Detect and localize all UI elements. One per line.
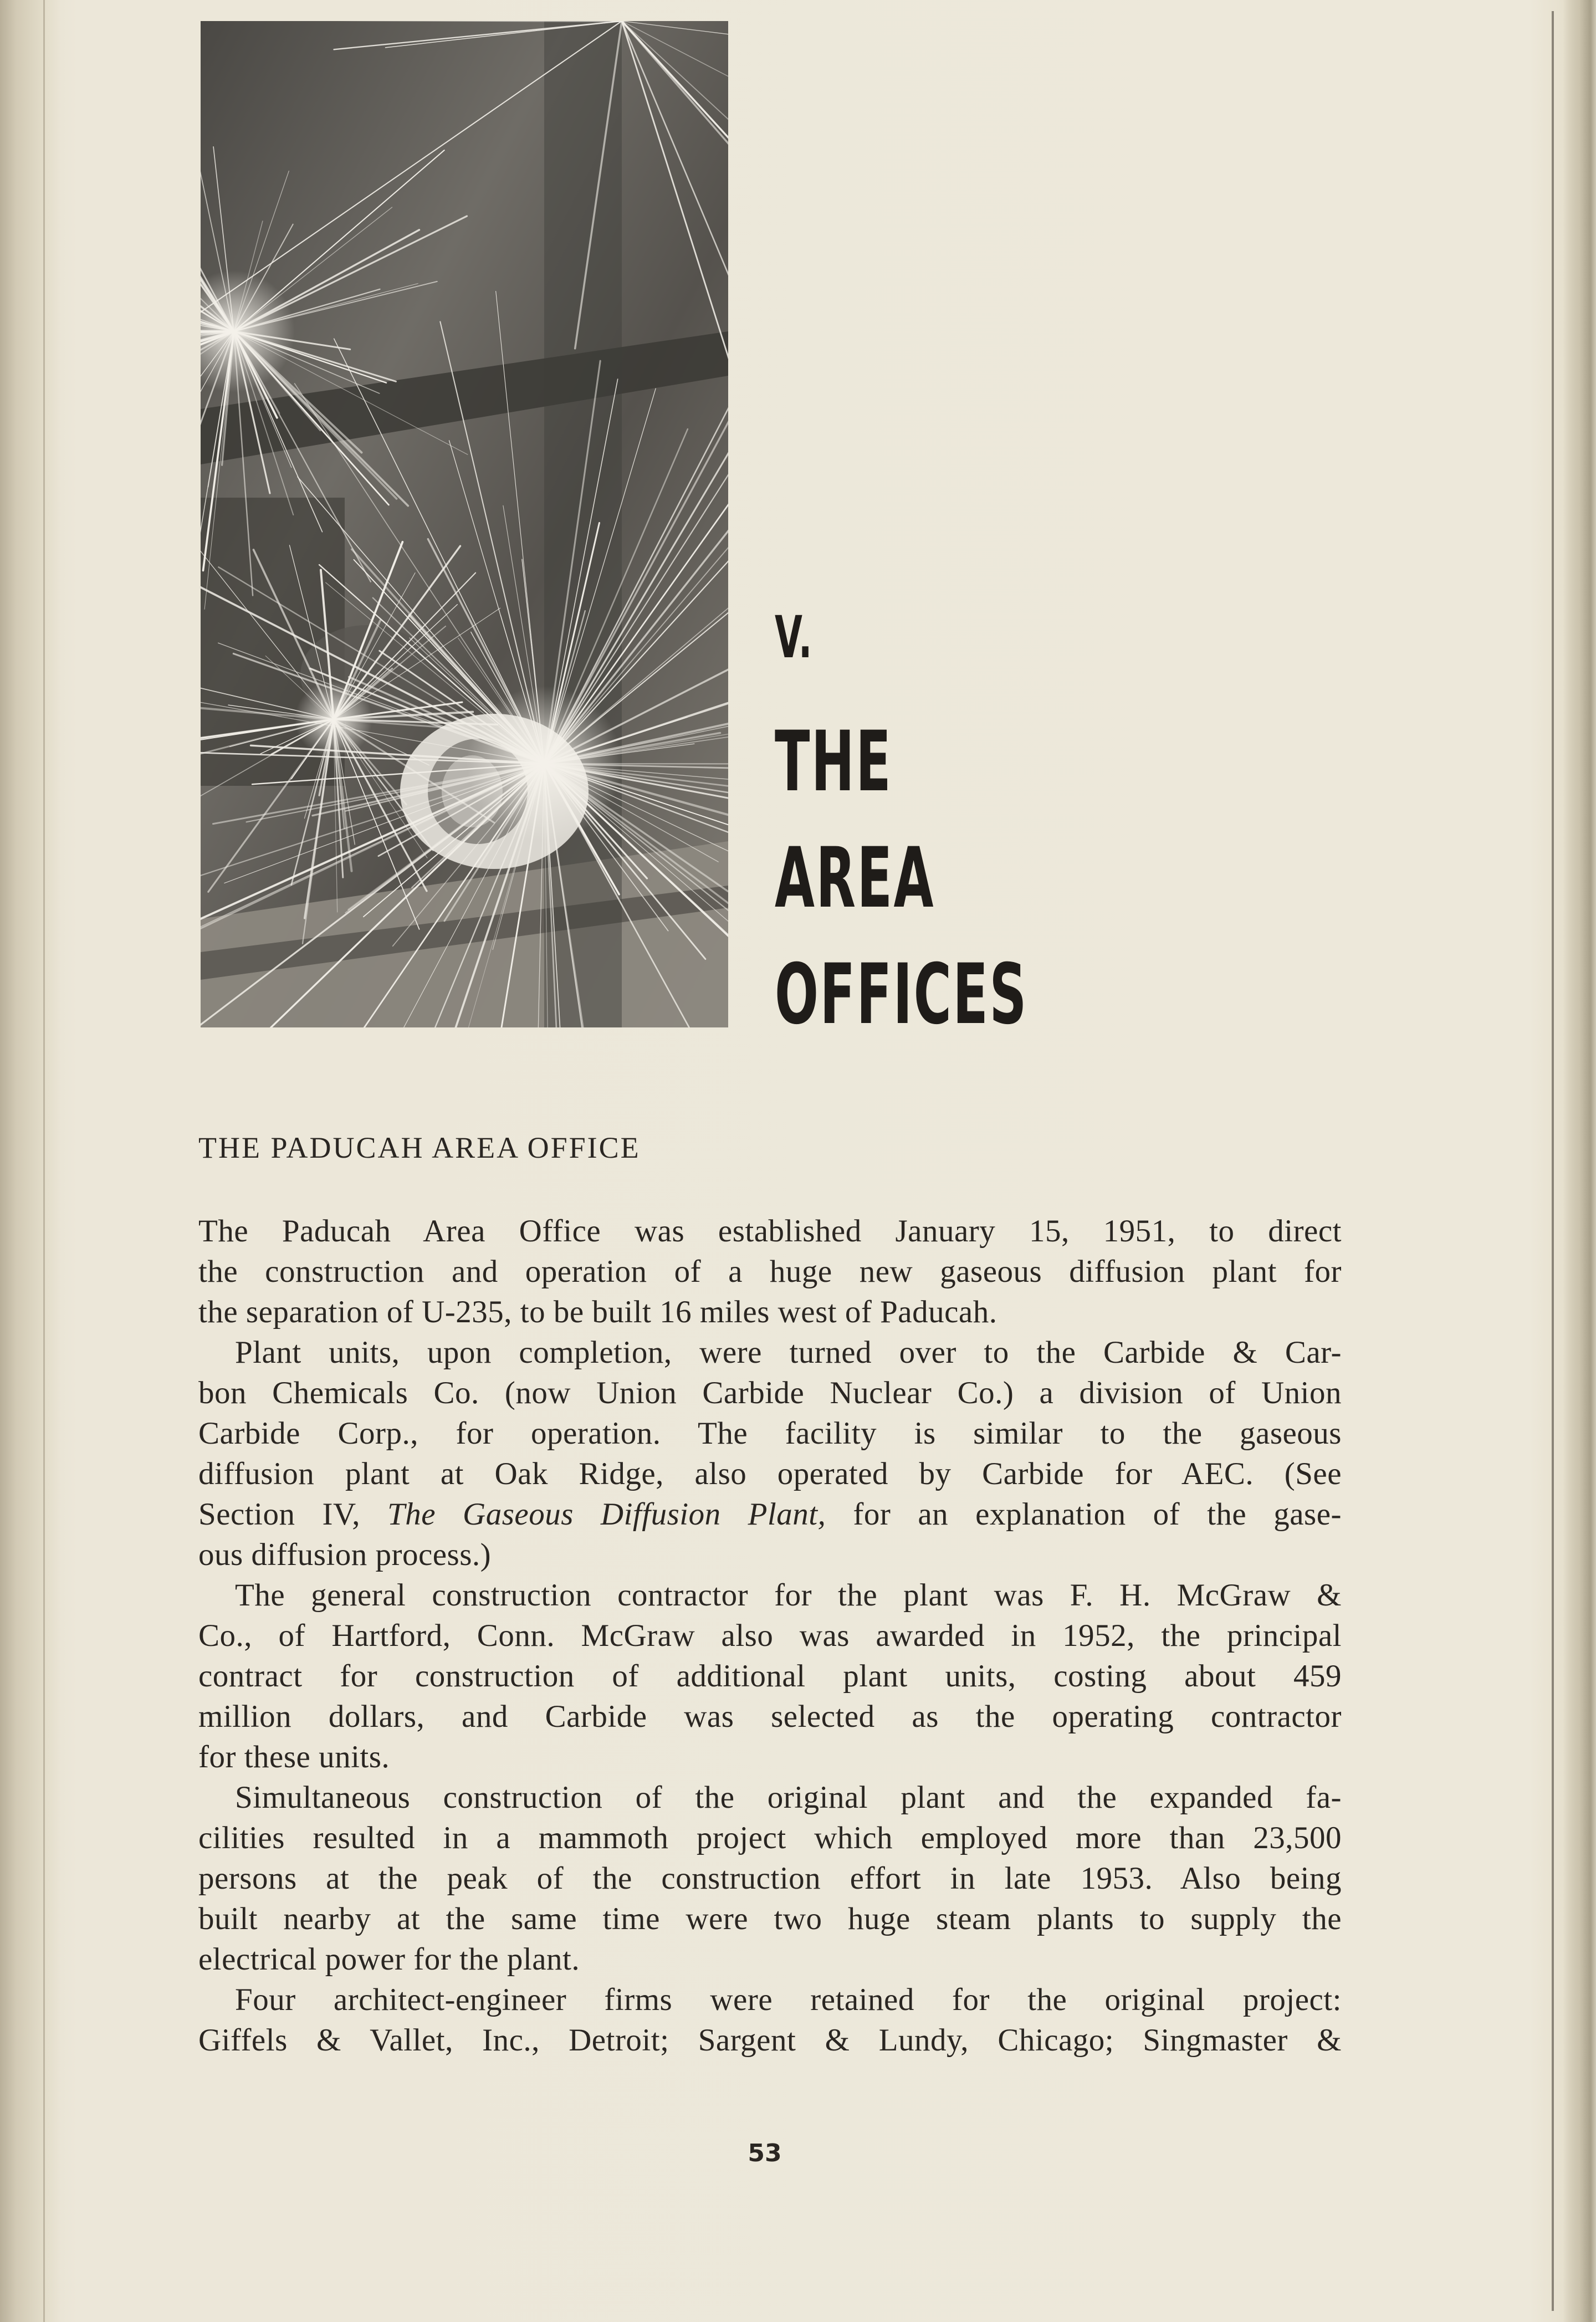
text-line: electrical power for the plant. [198,1942,580,1977]
chapter-title-word-3: OFFICES [775,947,1028,1043]
page-edge [1563,0,1596,2322]
text-line: Carbide Corp., for operation. The facility is similar to the gaseous [198,1416,1342,1451]
text-run: for an explanation of the gase- [826,1497,1342,1532]
text-line: contract for construction of additional plant units, costing about 459 [198,1659,1342,1694]
text-line: bon Chemicals Co. (now Union Carbide Nuclear Co.) a division of Union [198,1375,1342,1410]
text-line: Giffels & Vallet, Inc., Detroit; Sargent & Lundy, Chicago; Singmaster & [198,2023,1342,2058]
section-title: THE PADUCAH AREA OFFICE [198,1131,641,1164]
text-line: The general construction contractor for the plant was F. H. McGraw & [235,1578,1342,1613]
text-line: built nearby at the same time were two huge steam plants to supply the [198,1901,1342,1936]
gutter-line [43,0,45,2322]
text-line: cilities resulted in a mammoth project which employed more than 23,500 [198,1820,1342,1855]
binding-gutter [0,0,61,2322]
text-line [198,1494,1342,1535]
text-line: Co., of Hartford, Conn. McGraw also was awarded in 1952, the principal [198,1618,1342,1653]
text-run: Section IV, [198,1497,388,1532]
text-line: Plant units, upon completion, were turned over to the Carbide & Car- [235,1335,1342,1370]
chapter-title-word-2: AREA [775,830,935,927]
body-text [198,1211,1342,2060]
welding-sparks-photo [201,21,728,1027]
chapter-number: V. [775,603,813,671]
text-line: for these units. [198,1740,390,1774]
text-line: million dollars, and Carbide was selected as the operating contractor [198,1699,1342,1734]
text-line: The Paducah Area Office was established January 15, 1951, to direct [198,1214,1342,1249]
text-line: ous diffusion process.) [198,1537,492,1572]
text-line: diffusion plant at Oak Ridge, also operated by Carbide for AEC. (See [198,1456,1342,1491]
text-line: persons at the peak of the construction effort in late 1953. Also being [198,1861,1342,1896]
text-line: the separation of U-235, to be built 16 miles west of Paducah. [198,1295,998,1329]
italic-title: The Gaseous Diffusion Plant, [387,1497,826,1532]
page-number: 53 [748,2139,782,2167]
chapter-title-word-1: THE [775,714,893,810]
text-line: Four architect-engineer firms were retained for the original project: [235,1982,1342,2017]
page-edge-line [1552,11,1554,2311]
text-line: Simultaneous construction of the original plant and the expanded fa- [235,1780,1342,1815]
text-line: the construction and operation of a huge new gaseous diffusion plant for [198,1254,1342,1289]
